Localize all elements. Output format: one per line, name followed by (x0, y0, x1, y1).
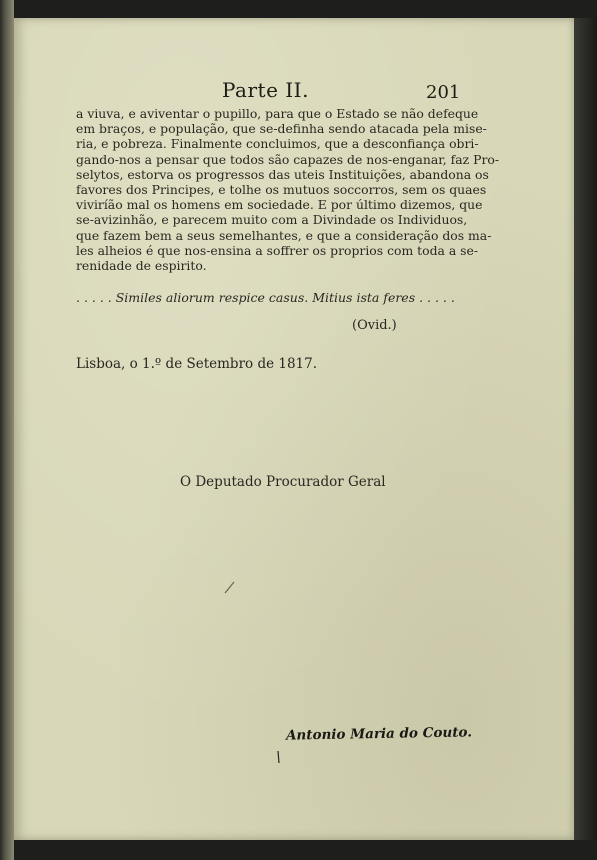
paragraph-line: se-avizinhão, e parecem muito com a Divindade os Individuos, (76, 212, 468, 228)
paragraph-line: gando-nos a pensar que todos são capazes de nos-enganar, faz Pro- (76, 151, 500, 167)
paragraph-line: renidade de espirito. (76, 258, 207, 274)
paragraph-line: a viuva, e aviventar o pupillo, para que o Estado se não defeque (76, 106, 479, 121)
left-binding-edge (0, 0, 14, 860)
quote-attribution: (Ovid.) (352, 318, 397, 333)
paragraph-line: em braços, e população, que se-definha sendo atacada pela mise- (76, 121, 487, 137)
paragraph-line: ria, e pobreza. Finalmente concluimos, que a desconfiança obri- (76, 136, 479, 152)
ink-mark-icon (223, 580, 237, 594)
paragraph-line: favores dos Principes, e tolhe os mutuos soccorros, sem os quaes (76, 182, 487, 198)
dateline: Lisboa, o 1.º de Setembro de 1817. (76, 356, 318, 372)
signatory-title: O Deputado Procurador Geral (180, 474, 386, 490)
paragraph-line: que fazem bem a seus semelhantes, e que a consideração dos ma- (76, 227, 492, 243)
paragraph-line: les alheios é que nos-ensina a soffrer os proprios com toda a se- (76, 242, 479, 258)
paragraph-line: selytos, estorva os progressos das uteis Instituições, abandona os (76, 166, 489, 182)
ink-tick-icon (276, 750, 282, 764)
running-head: Parte II. (222, 78, 309, 102)
latin-quotation: . . . . . Similes aliorum respice casus. Mitius ista feres . . . . . (76, 290, 455, 305)
signature: Antonio Maria do Couto. (285, 724, 473, 744)
page-number: 201 (426, 82, 461, 103)
body-paragraph (76, 106, 500, 274)
paragraph-line: viviríão mal os homens em sociedade. E por último dizemos, que (76, 197, 483, 213)
right-background-strip (574, 18, 597, 840)
